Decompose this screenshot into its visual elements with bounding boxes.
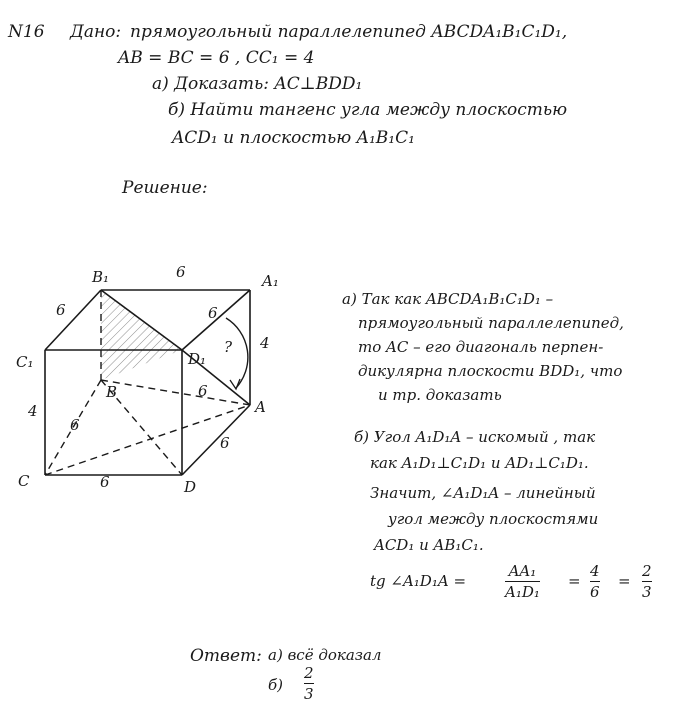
edge-label-da: 6 xyxy=(220,434,230,452)
given-line-1: прямоугольный параллелепипед ABCDA₁B₁C₁D₁, xyxy=(130,22,568,42)
vertex-label-d: D xyxy=(184,478,197,496)
solution-heading: Решение: xyxy=(122,178,208,198)
solution-a-line-1: а) Так как ABCDA₁B₁C₁D₁ – xyxy=(342,290,554,308)
task-b-line-1: б) Найти тангенс угла между плоскостью xyxy=(168,100,568,120)
fraction-numerator: AA₁ xyxy=(508,562,537,580)
angle-question-mark: ? xyxy=(224,338,233,356)
answer-a: а) всё доказал xyxy=(268,646,382,664)
fraction-denominator: 6 xyxy=(590,583,600,601)
fraction-aa1-over-a1d1 xyxy=(505,562,540,601)
edge-label-bc: 6 xyxy=(70,416,80,434)
hatched-section xyxy=(101,290,182,380)
edge-label-b1a1: 6 xyxy=(176,263,186,281)
task-b-line-2: ACD₁ и плоскостью A₁B₁C₁ xyxy=(172,128,415,148)
solution-a-line-2: прямоугольный параллелепипед, xyxy=(358,314,624,332)
solution-b-line-1: б) Угол A₁D₁A – искомый , так xyxy=(354,428,596,446)
fraction-bar xyxy=(505,581,540,582)
vertex-label-c: C xyxy=(18,472,30,490)
given-line-2: AB = BC = 6 , CC₁ = 4 xyxy=(118,48,315,68)
solution-b-line-5: ACD₁ и AB₁C₁. xyxy=(374,536,484,554)
vertex-label-d1: D₁ xyxy=(188,350,207,368)
edge-c1-b1 xyxy=(45,290,101,350)
edge-label-ba: 6 xyxy=(198,382,208,400)
fraction-bar xyxy=(642,581,652,582)
equals-sign-2: = xyxy=(568,572,581,590)
vertex-label-b1: B₁ xyxy=(92,268,110,286)
fraction-2-over-3 xyxy=(642,562,652,601)
vertex-label-b: B xyxy=(106,383,118,401)
vertex-label-a1: A₁ xyxy=(262,272,279,290)
solution-b-line-3: Значит, ∠A₁D₁A – линейный xyxy=(370,484,596,502)
fraction-denominator: 3 xyxy=(642,583,652,601)
fraction-denominator: A₁D₁ xyxy=(505,583,540,601)
solution-a-line-3: то AC – его диагональ перпен- xyxy=(358,338,604,356)
given-label: Дано: xyxy=(70,22,122,42)
fraction-bar xyxy=(590,581,600,582)
vertex-label-a: A xyxy=(255,398,266,416)
angle-arrow xyxy=(230,379,240,389)
fraction-bar xyxy=(304,683,314,684)
fraction-numerator: 2 xyxy=(642,562,652,580)
tangent-lhs: tg ∠A₁D₁A = xyxy=(370,572,467,590)
solution-a-line-4: дикулярна плоскости BDD₁, что xyxy=(358,362,623,380)
answer-label: Ответ: xyxy=(190,646,262,666)
hidden-edge-b-a xyxy=(101,380,250,405)
fraction-denominator: 3 xyxy=(304,685,314,703)
problem-number: N16 xyxy=(8,22,45,42)
fraction-numerator: 4 xyxy=(590,562,600,580)
solution-b-line-2: как A₁D₁⊥C₁D₁ и AD₁⊥C₁D₁. xyxy=(370,454,589,472)
vertex-label-c1: C₁ xyxy=(16,353,34,371)
fraction-numerator: 2 xyxy=(304,664,314,682)
answer-b-fraction xyxy=(304,664,314,703)
task-a: а) Доказать: AC⊥BDD₁ xyxy=(152,74,363,94)
edge-label-c1c: 4 xyxy=(28,402,38,420)
fraction-4-over-6 xyxy=(590,562,600,601)
edge-label-a1d1: 6 xyxy=(208,304,218,322)
answer-b-prefix: б) xyxy=(268,676,284,694)
edge-d-a xyxy=(182,405,250,475)
edge-label-a1a: 4 xyxy=(260,334,270,352)
edge-label-c1b1: 6 xyxy=(56,301,66,319)
solution-a-line-5: и тр. доказать xyxy=(378,386,502,404)
solution-b-line-4: угол между плоскостями xyxy=(388,510,599,528)
edge-label-cd: 6 xyxy=(100,473,110,491)
equals-sign-3: = xyxy=(618,572,631,590)
